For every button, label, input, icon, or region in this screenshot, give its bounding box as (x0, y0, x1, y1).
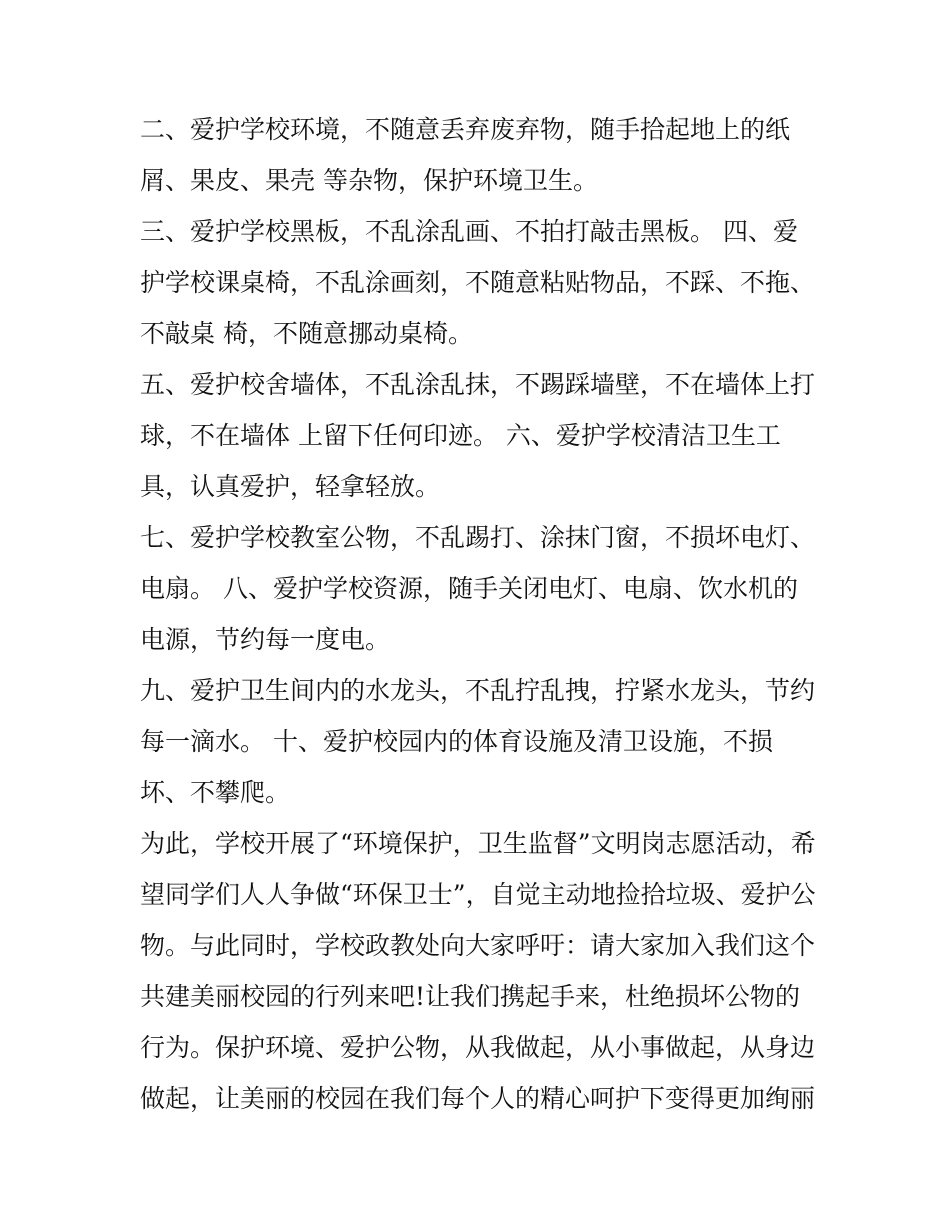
paragraph-rule-3-4 (140, 206, 820, 359)
text-line: 球，不在墙体 上留下任何印迹。 六、爱护学校清洁卫生工 (140, 421, 781, 450)
text-line: 做起，让美丽的校园在我们每个人的精心呵护下变得更加绚丽 (140, 1084, 816, 1113)
paragraph-rule-2 (140, 104, 820, 206)
paragraph-rule-7-8 (140, 512, 820, 665)
text-line: 为此，学校开展了“环境保护，卫生监督”文明岗志愿活动，希 (140, 829, 816, 858)
text-line: 坏、不攀爬。 (140, 778, 291, 807)
paragraph-rule-9-10 (140, 665, 820, 818)
text-line: 物。与此同时，学校政教处向大家呼吁：请大家加入我们这个 (140, 931, 816, 960)
text-line: 七、爱护学校教室公物，不乱踢打、涂抹门窗，不损坏电灯、 (140, 523, 816, 552)
text-line: 行为。保护环境、爱护公物，从我做起，从小事做起，从身边 (140, 1033, 816, 1062)
text-line: 五、爱护校舍墙体，不乱涂乱抹，不踢踩墙壁，不在墙体上打 (140, 370, 816, 399)
paragraph-conclusion (140, 818, 820, 1124)
text-line: 共建美丽校园的行列来吧!让我们携起手来，杜绝损坏公物的 (140, 982, 801, 1011)
text-line: 护学校课桌椅，不乱涂画刻，不随意粘贴物品，不踩、不拖、 (140, 268, 816, 297)
text-line: 三、爱护学校黑板，不乱涂乱画、不拍打敲击黑板。 四、爱 (140, 217, 798, 246)
text-line: 电扇。 八、爱护学校资源，随手关闭电灯、电扇、饮水机的 (140, 574, 798, 603)
text-line: 每一滴水。 十、爱护校园内的体育设施及清卫设施，不损 (140, 727, 773, 756)
text-line: 二、爱护学校环境，不随意丢弃废弃物，随手拾起地上的纸 (140, 115, 791, 144)
text-line: 具，认真爱护，轻拿轻放。 (140, 472, 441, 501)
text-line: 不敲桌 椅，不随意挪动桌椅。 (140, 319, 473, 348)
text-line: 屑、果皮、果壳 等杂物，保护环境卫生。 (140, 166, 598, 195)
text-line: 电源，节约每一度电。 (140, 625, 391, 654)
paragraph-rule-5-6 (140, 359, 820, 512)
text-line: 九、爱护卫生间内的水龙头，不乱拧乱拽，拧紧水龙头，节约 (140, 676, 816, 705)
text-line: 望同学们人人争做“环保卫士”，自觉主动地捡拾垃圾、爱护公 (140, 880, 816, 909)
